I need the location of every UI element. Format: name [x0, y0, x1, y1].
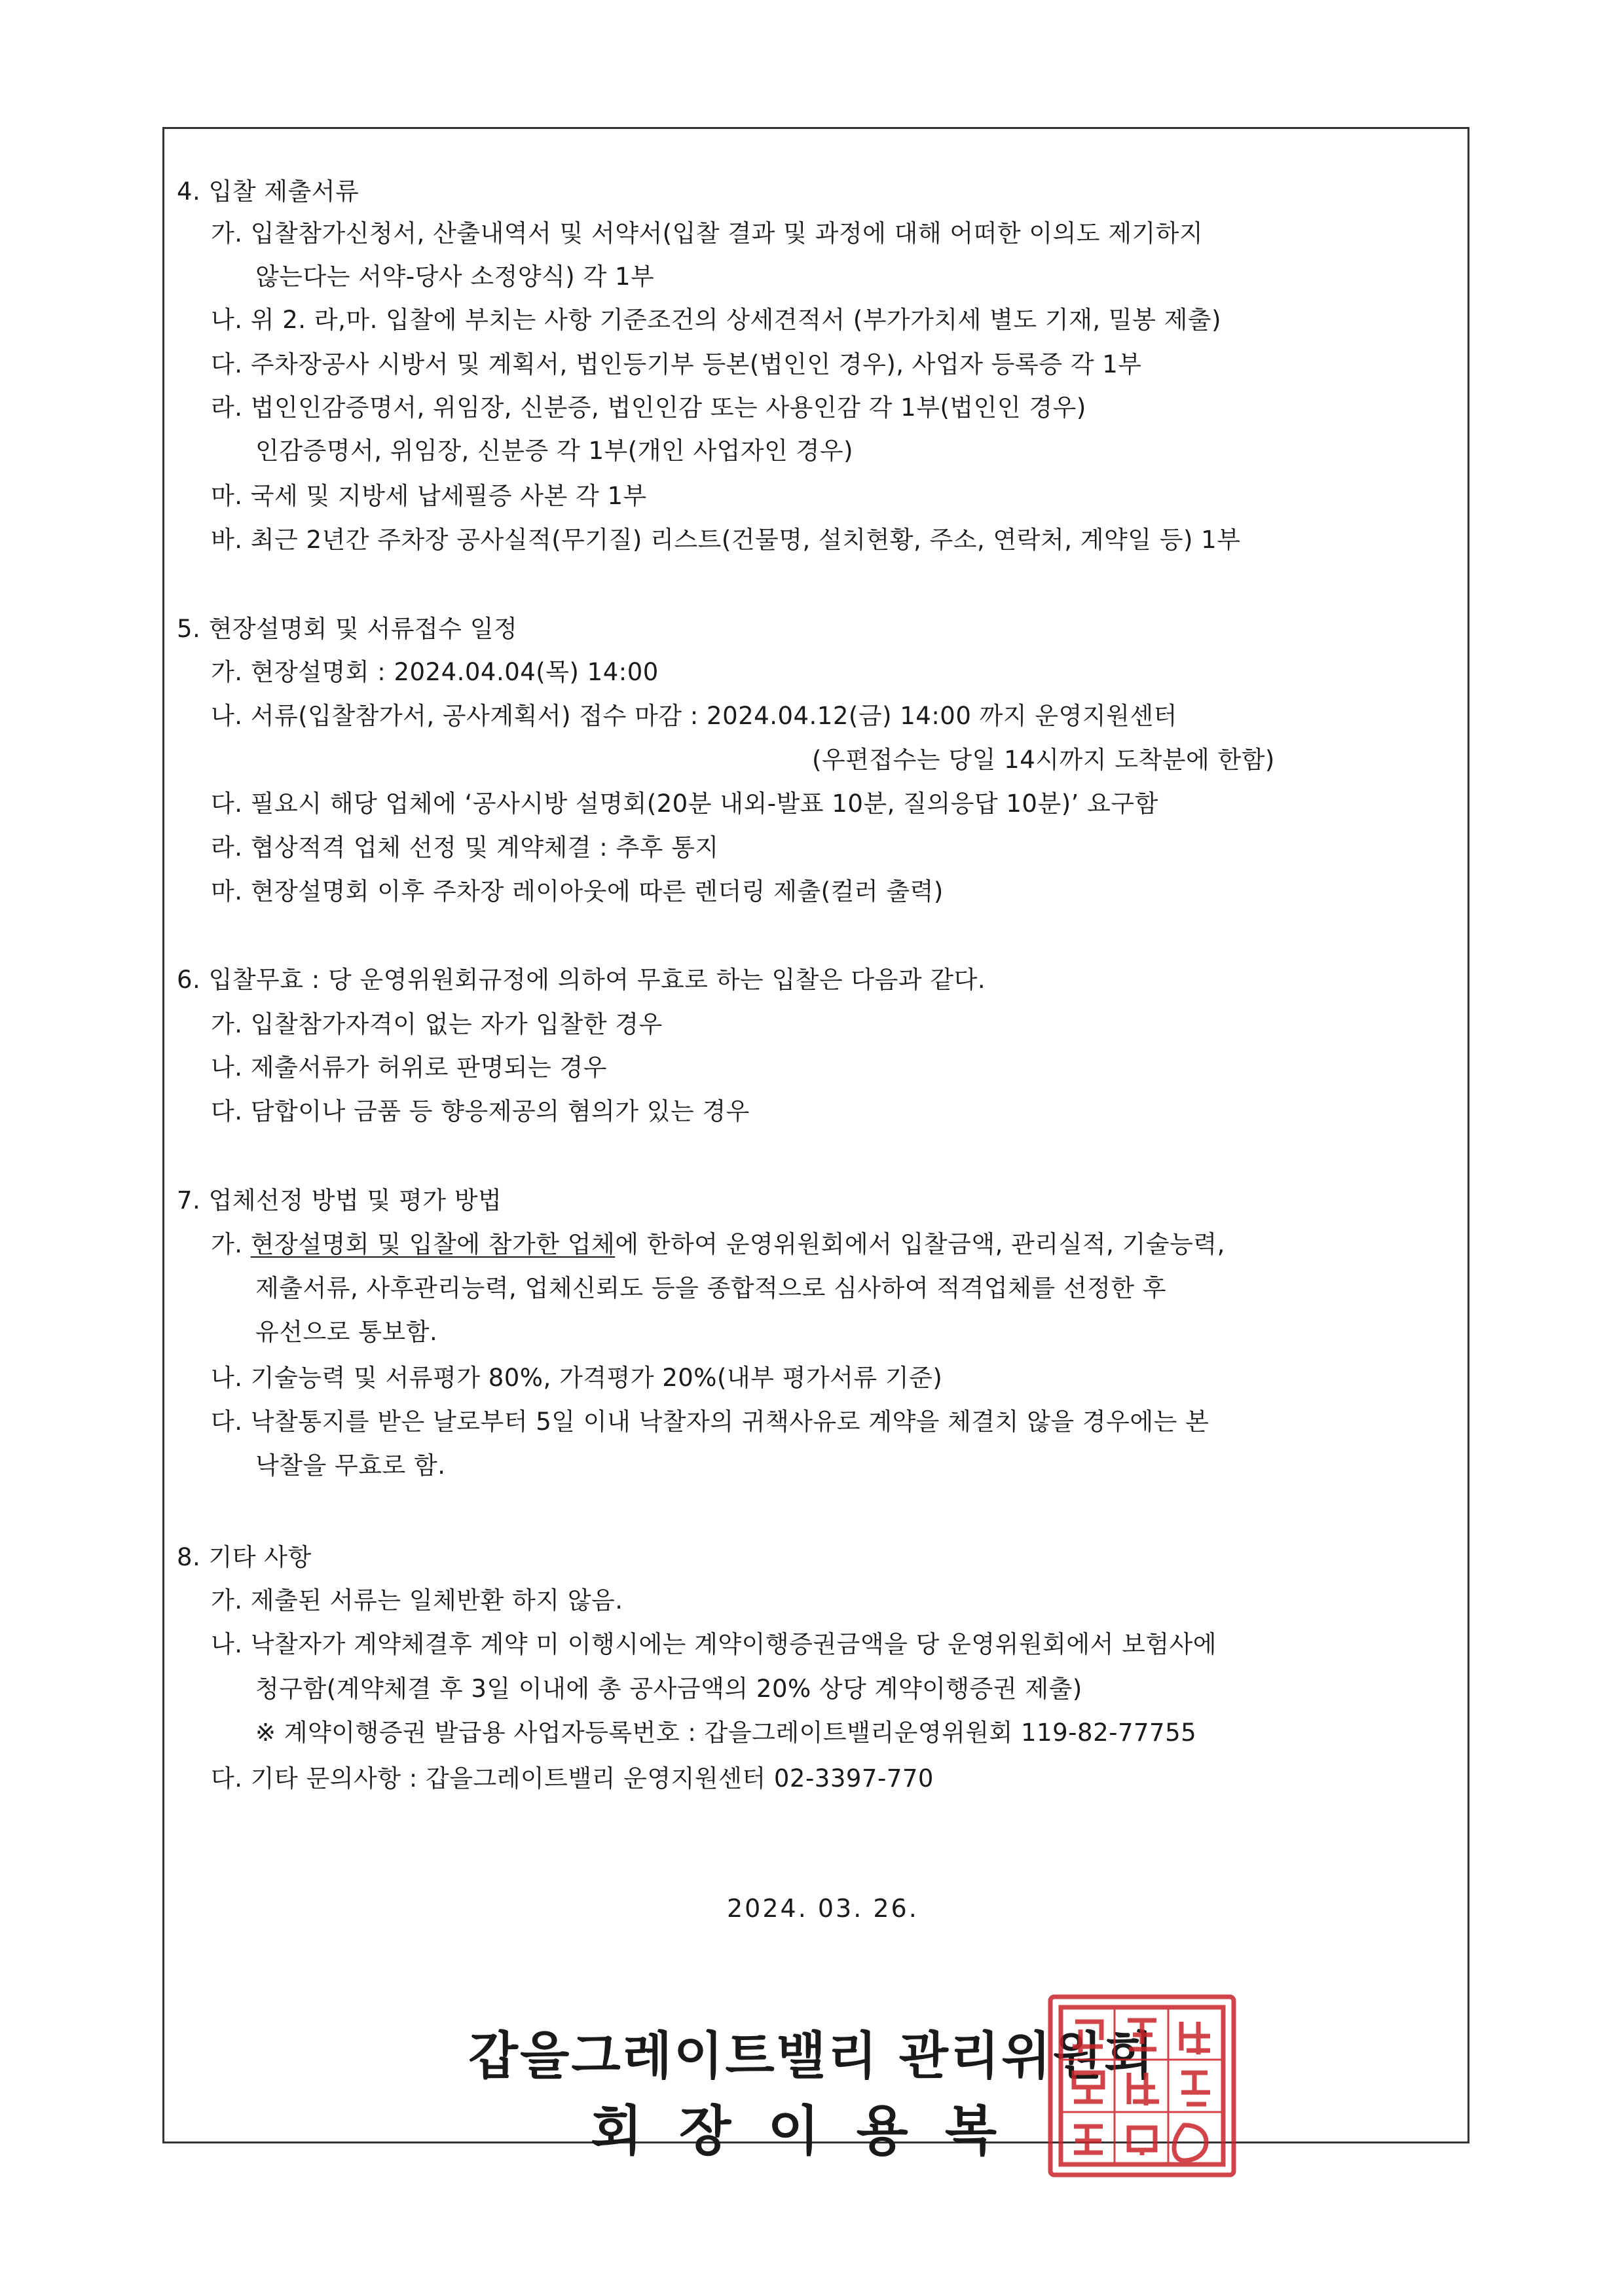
chairman-name: 회장이용복: [590, 2100, 1034, 2162]
section-8-item-ga: 가. 제출된 서류는 일체반환 하지 않음.: [211, 1586, 623, 1614]
section-8-title: 8. 기타 사항: [177, 1543, 312, 1571]
section-4-item-ma: 마. 국세 및 지방세 납세필증 사본 각 1부: [211, 482, 647, 510]
section-8-item-na-cont: 청구함(계약체결 후 3일 이내에 총 공사금액의 20% 상당 계약이행증권 제출): [255, 1675, 1082, 1703]
section-5-item-ra: 라. 협상적격 업체 선정 및 계약체결 : 추후 통지: [211, 833, 719, 862]
section-7-title: 7. 업체선정 방법 및 평가 방법: [177, 1186, 502, 1214]
section-5-item-da: 다. 필요시 해당 업체에 ‘공사시방 설명회(20분 내외-발표 10분, 질의응답 10분)’ 요구함: [211, 790, 1158, 818]
section-4-item-ra-cont: 인감증명서, 위임장, 신분증 각 1부(개인 사업자인 경우): [255, 437, 854, 465]
section-8-item-da: 다. 기타 문의사항 : 갑을그레이트밸리 운영지원센터 02-3397-770: [211, 1764, 934, 1793]
section-5-item-na: 나. 서류(입찰참가서, 공사계획서) 접수 마감 : 2024.04.12(금) 14:00 까지 운영지원센터: [211, 702, 1177, 730]
section-5-item-na-note: (우편접수는 당일 14시까지 도착분에 한함): [812, 746, 1275, 774]
section-6-item-da: 다. 담합이나 금품 등 향응제공의 혐의가 있는 경우: [211, 1097, 750, 1125]
section-4-item-ga: 가. 입찰참가신청서, 산출내역서 및 서약서(입찰 결과 및 과정에 대해 어떠한 이의도 제기하지: [211, 219, 1204, 247]
section-5-item-ma: 마. 현장설명회 이후 주차장 레이아웃에 따른 렌더링 제출(컬러 출력): [211, 877, 944, 905]
section-4-item-da: 다. 주차장공사 시방서 및 계획서, 법인등기부 등본(법인인 경우), 사업자 등록증 각 1부: [211, 350, 1142, 378]
section-4-item-ga-cont: 않는다는 서약-당사 소정양식) 각 1부: [255, 263, 655, 291]
section-7-item-da: 다. 낙찰통지를 받은 날로부터 5일 이내 낙찰자의 귀책사유로 계약을 체결치 않을 경우에는 본: [211, 1408, 1209, 1436]
section-5-item-ga: 가. 현장설명회 : 2024.04.04(목) 14:00: [211, 658, 659, 686]
section-7-item-ga-cont2: 유선으로 통보함.: [255, 1318, 438, 1346]
section-4-title: 4. 입찰 제출서류: [177, 177, 360, 206]
section-5-title: 5. 현장설명회 및 서류접수 일정: [177, 615, 518, 643]
section-6-title: 6. 입찰무효 : 당 운영위원회규정에 의하여 무효로 하는 입찰은 다음과 같다.: [177, 966, 986, 994]
section-7-item-ga-prefix: 가.: [211, 1230, 251, 1258]
section-6-item-ga: 가. 입찰참가자격이 없는 자가 입찰한 경우: [211, 1010, 663, 1038]
section-7-item-ga-cont: 제출서류, 사후관리능력, 업체신뢰도 등을 종합적으로 심사하여 적격업체를 선정한 후: [255, 1274, 1167, 1302]
section-6-item-na: 나. 제출서류가 허위로 판명되는 경우: [211, 1053, 607, 1082]
section-7-item-ga: [211, 1228, 1225, 1261]
section-7-item-na: 나. 기술능력 및 서류평가 80%, 가격평가 20%(내부 평가서류 기준): [211, 1364, 943, 1392]
section-4-item-ba: 바. 최근 2년간 주차장 공사실적(무기질) 리스트(건물명, 설치현황, 주소, 연락처, 계약일 등) 1부: [211, 526, 1241, 554]
section-4-item-ra: 라. 법인인감증명서, 위임장, 신분증, 법인인감 또는 사용인감 각 1부(법인인 경우): [211, 393, 1086, 422]
section-7-item-ga-rest: 에 한하여 운영위원회에서 입찰금액, 관리실적, 기술능력,: [615, 1230, 1225, 1258]
section-8-item-na: 나. 낙찰자가 계약체결후 계약 미 이행시에는 계약이행증권금액을 당 운영위원회에서 보험사에: [211, 1630, 1217, 1658]
organization-name: 갑을그레이트밸리 관리위원회: [468, 2027, 1156, 2086]
section-7-item-da-cont: 낙찰을 무효로 함.: [255, 1451, 446, 1480]
document-date: 2024. 03. 26.: [727, 1894, 919, 1923]
section-7-item-ga-underlined: 현장설명회 및 입찰에 참가한 업체: [250, 1230, 616, 1258]
section-4-item-na: 나. 위 2. 라,마. 입찰에 부치는 사항 기준조건의 상세견적서 (부가가치세 별도 기재, 밀봉 제출): [211, 306, 1222, 334]
document-border: [162, 127, 1469, 2143]
official-seal-icon: [1041, 1989, 1243, 2184]
section-8-item-na-note: ※ 계약이행증권 발급용 사업자등록번호 : 갑을그레이트밸리운영위원회 119-82-77755: [255, 1719, 1197, 1747]
